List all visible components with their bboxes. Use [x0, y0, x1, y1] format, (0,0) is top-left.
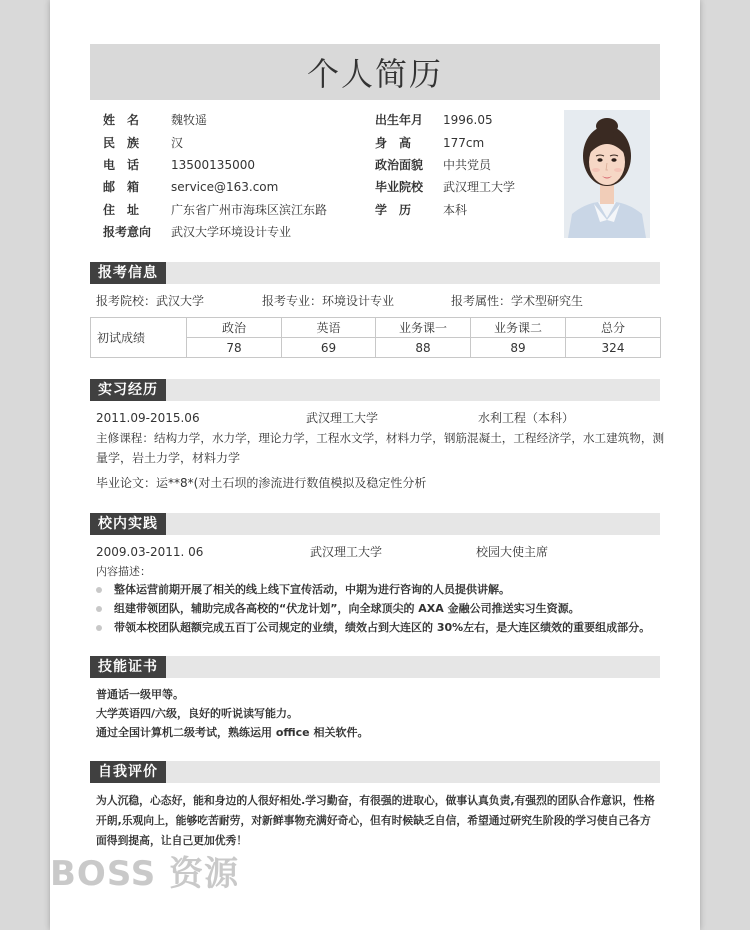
email-label: 邮 箱 [103, 180, 140, 194]
campus-period: 2009.03-2011. 06 [96, 545, 204, 559]
subject-header: 总分 [566, 318, 661, 338]
name-value: 魏牧遥 [171, 113, 208, 127]
internship-thesis: 毕业论文：运**8*(对土石坝的渗流进行数值模拟及稳定性分析 [96, 476, 427, 490]
bullet-dot [96, 625, 102, 631]
school-row [375, 177, 515, 197]
intention-label: 报考意向 [103, 225, 152, 239]
degree-row [375, 200, 467, 220]
height-row [375, 133, 484, 153]
subject-header: 英语 [282, 318, 376, 338]
phone-value: 13500135000 [171, 158, 255, 172]
email-value: service@163.com [171, 180, 279, 194]
subject-header: 政治 [187, 318, 282, 338]
score-cell: 69 [282, 338, 376, 358]
political-value: 中共党员 [443, 158, 492, 172]
school-label: 毕业院校 [375, 180, 424, 194]
intention-value: 武汉大学环境设计专业 [171, 225, 292, 239]
name-label: 姓 名 [103, 113, 140, 127]
exam-type: 报考属性：学术型研究生 [451, 294, 584, 308]
resume-page [50, 0, 700, 930]
internship-courses [96, 428, 665, 468]
internship-org: 武汉理工大学 [306, 411, 379, 425]
exam-section-header [90, 262, 660, 284]
campus-section-title: 校内实践 [90, 513, 166, 535]
exam-school: 报考院校：武汉大学 [96, 294, 205, 308]
campus-desc-label: 内容描述： [96, 565, 151, 578]
watermark-logo: BOSS 资源 [50, 854, 240, 894]
score-cell: 324 [566, 338, 661, 358]
address-row [103, 200, 327, 220]
phone-row [103, 155, 255, 175]
birth-value: 1996.05 [443, 113, 493, 127]
list-item [96, 619, 650, 637]
email-row [103, 177, 278, 197]
score-table [90, 317, 661, 358]
address-value: 广东省广州市海珠区滨江东路 [171, 203, 328, 217]
list-item [96, 581, 510, 599]
skill-item: 普通话一级甲等。 [96, 688, 184, 701]
self-eval-line: 为人沉稳，心态好，能和身边的人很好相处.学习勤奋，有很强的进取心，做事认真负责,有强烈的团队合作意识，性格 [96, 794, 655, 807]
bullet-dot [96, 587, 102, 593]
political-label: 政治面貌 [375, 158, 424, 172]
score-header-row [91, 318, 661, 338]
skills-section-header [90, 656, 660, 678]
internship-section-header [90, 379, 660, 401]
score-cell: 78 [187, 338, 282, 358]
self-eval-line: 开朗,乐观向上，能够吃苦耐劳，对新鲜事物充满好奇心，但有时候缺乏自信，希望通过研究生阶段的学习使自己各方 [96, 814, 651, 827]
self-eval-line: 面得到提高，让自己更加优秀！ [96, 834, 248, 847]
degree-value: 本科 [443, 203, 468, 217]
degree-label: 学 历 [375, 203, 412, 217]
exam-section-title: 报考信息 [90, 262, 166, 284]
bullet-text: 带领本校团队超额完成五百丁公司规定的业绩，绩效占到大连区的 30%左右，是大连区绩效的重要组成部分。 [114, 621, 651, 634]
self-eval-section-header [90, 761, 660, 783]
subject-header: 业务课一 [376, 318, 471, 338]
portrait-illustration [564, 110, 650, 238]
score-row-label: 初试成绩 [91, 318, 187, 358]
ethnicity-label: 民 族 [103, 136, 140, 150]
phone-label: 电 话 [103, 158, 140, 172]
subject-header: 业务课二 [471, 318, 566, 338]
political-row [375, 155, 491, 175]
self-eval-section-title: 自我评价 [90, 761, 166, 783]
internship-period: 2011.09-2015.06 [96, 411, 200, 425]
courses-line: 量学，岩土力学，材料力学 [96, 451, 241, 465]
exam-major: 报考专业：环境设计专业 [262, 294, 395, 308]
campus-section-header [90, 513, 660, 535]
skills-section-title: 技能证书 [90, 656, 166, 678]
skill-item: 通过全国计算机二级考试，熟练运用 office 相关软件。 [96, 726, 369, 739]
birth-label: 出生年月 [375, 113, 424, 127]
intention-row [103, 222, 291, 242]
bullet-dot [96, 606, 102, 612]
campus-org: 武汉理工大学 [310, 545, 383, 559]
self-eval-text [96, 791, 660, 851]
height-label: 身 高 [375, 136, 412, 150]
name-row [103, 110, 207, 130]
courses-line: 主修课程：结构力学，水力学，理论力学，工程水文学，材料力学，钢筋混凝土，工程经济学，水工建筑物，测 [96, 431, 665, 445]
internship-section-title: 实习经历 [90, 379, 166, 401]
bullet-text: 组建带领团队，辅助完成各高校的“伏龙计划”，向全球顶尖的 AXA 金融公司推送实习生资源。 [114, 602, 580, 615]
bullet-text: 整体运营前期开展了相关的线上线下宣传活动，中期为进行咨询的人员提供讲解。 [114, 583, 510, 596]
ethnicity-row [103, 133, 183, 153]
score-cell: 89 [471, 338, 566, 358]
ethnicity-value: 汉 [171, 136, 184, 150]
height-value: 177cm [443, 136, 485, 150]
profile-photo [564, 110, 650, 238]
internship-major: 水利工程（本科） [478, 411, 575, 425]
score-cell: 88 [376, 338, 471, 358]
skill-item: 大学英语四/六级，良好的听说读写能力。 [96, 707, 299, 720]
list-item [96, 600, 580, 618]
address-label: 住 址 [103, 203, 140, 217]
resume-title: 个人简历 [90, 44, 660, 100]
birth-row [375, 110, 493, 130]
campus-role: 校园大使主席 [476, 545, 549, 559]
school-value: 武汉理工大学 [443, 180, 516, 194]
